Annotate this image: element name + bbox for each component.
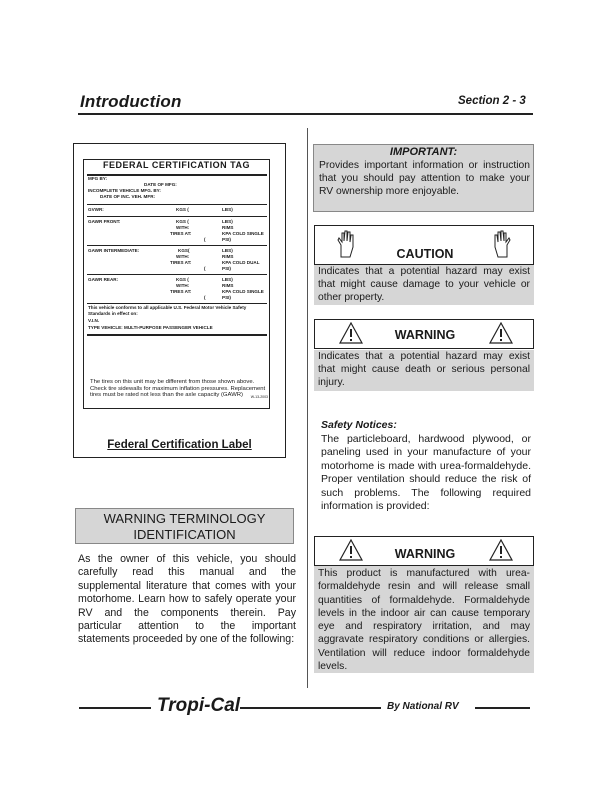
rear-lbs: LBS) (222, 277, 233, 282)
gawr-front-label: GAWR FRONT: (88, 219, 121, 224)
tire-note-text: The tires on this unit may be different from those shown above. Check tire sidewalls for maximum inflation pressures. Replacement tires must be rated not less than the axle capacity (GAWR) (90, 379, 266, 399)
gvwr-lbs: LBS) (222, 207, 233, 212)
safety-body: The particleboard, hardwood plywood, or paneling used in your manufacture of your motorhome is made with urea-formaldehyde. Proper ventilation should reduce the risk of such problems. The following required information is provided: (321, 433, 531, 513)
gvwr-label: GVWR: (88, 207, 104, 212)
tag-rule (87, 274, 267, 275)
column-divider (307, 128, 308, 688)
front-with: WITH: (176, 225, 190, 230)
rear-tires-at: TIRES AT: (170, 289, 192, 294)
rear-kpa: KPA COLD SINGLE (222, 289, 264, 294)
gvwr-kgs: KGS ( (176, 207, 189, 212)
terminology-body: As the owner of this vehicle, you should carefully read this manual and the supplemental literature that comes with your motorhome. Learn how to safely operate your RV and the components therein. Pay particular attention to the important statements proceeded by one of the following: (78, 553, 296, 646)
front-tires-at: TIRES AT: (170, 231, 192, 236)
tag-rule (87, 204, 267, 205)
caution-heading: CAUTION (396, 247, 454, 261)
warning-header-box (314, 319, 534, 349)
gawr-rear-label: GAWR REAR: (88, 277, 119, 282)
brand-name: Tropi-Cal (157, 695, 241, 716)
byline: By National RV (387, 701, 459, 712)
intermediate-psi: PSI) (222, 266, 231, 271)
rear-kgs: KGS ( (176, 277, 189, 282)
front-psi: PSI) (222, 237, 231, 242)
tag-rule (87, 174, 267, 176)
vehicle-type: TYPE VEHICLE: MULTI-PURPOSE PASSENGER VEHICLE (88, 325, 213, 330)
raised-hand-icon (491, 229, 513, 259)
formaldehyde-warning-heading: WARNING (394, 547, 456, 561)
rear-paren: ( (204, 295, 206, 300)
date-inc-veh: DATE OF INC. VEH. MFR: (100, 194, 156, 199)
incomplete-mfg: INCOMPLETE VEHICLE MFG. BY: (88, 188, 161, 193)
footer-rule-right (475, 707, 530, 709)
section-number: Section 2 - 3 (458, 95, 526, 107)
caution-header-box (314, 225, 534, 265)
front-paren: ( (204, 237, 206, 242)
safety-heading: Safety Notices: (321, 419, 397, 431)
terminology-heading (75, 508, 294, 544)
header-rule (78, 113, 533, 115)
front-kgs: KGS ( (176, 219, 189, 224)
tag-rule (87, 334, 267, 336)
intermediate-tires-at: TIRES AT: (170, 260, 192, 265)
formaldehyde-warning-body: This product is manufactured with urea-formaldehyde resin and will release small quantities of formaldehyde. Formaldehyde levels in the indoor air can cause temporary eye and respiratory irritation, and may aggravate respiratory conditions or allergies. Ventilation will reduce indoor formaldehyde levels. (314, 566, 534, 673)
front-rims: RIMS (222, 225, 234, 230)
rear-with: WITH: (176, 283, 190, 288)
certification-tag (83, 159, 270, 409)
intermediate-rims: RIMS (222, 254, 234, 259)
tag-rule (87, 303, 267, 304)
form-code: W-13-2003 (250, 395, 268, 400)
conformance-statement: This vehicle conforms to all applicable U.S. Federal Motor Vehicle Safety Standards in effect on: (88, 305, 247, 317)
date-of-mfg: DATE OF MFG: (144, 182, 177, 187)
intermediate-with: WITH: (176, 254, 190, 259)
important-heading: IMPORTANT: (389, 146, 458, 158)
warning-triangle-icon (489, 539, 513, 561)
warning-body: Indicates that a potential hazard may exist that might cause death or serious personal injury. (314, 350, 534, 391)
front-lbs: LBS) (222, 219, 233, 224)
intermediate-kpa: KPA COLD DUAL (222, 260, 260, 265)
important-box (313, 144, 534, 212)
caution-body: Indicates that a potential hazard may exist that might cause damage to your vehicle or other property. (314, 265, 534, 305)
front-kpa: KPA COLD SINGLE (222, 231, 264, 236)
vin-label: V.I.N. (88, 318, 100, 323)
intermediate-paren: ( (204, 266, 206, 271)
tire-note (90, 379, 268, 401)
important-body: Provides important information or instruction that you should pay attention to make your RV ownership more enjoyable. (319, 160, 530, 198)
raised-hand-icon (335, 229, 357, 259)
tag-rule (87, 245, 267, 246)
terminology-heading-line1: WARNING TERMINOLOGY (103, 511, 266, 526)
terminology-heading-line2: IDENTIFICATION (133, 527, 236, 542)
page-title: Introduction (80, 92, 182, 111)
footer-rule-left (79, 707, 151, 709)
cert-tag-title: FEDERAL CERTIFICATION TAG (103, 160, 250, 170)
formaldehyde-warning-header-box (314, 536, 534, 566)
warning-heading: WARNING (394, 328, 456, 342)
footer-rule-middle (240, 707, 381, 709)
mfg-by: MFG BY: (88, 176, 108, 181)
figure-caption: Federal Certification Label (107, 439, 252, 451)
intermediate-lbs: LBS) (222, 248, 233, 253)
rear-rims: RIMS (222, 283, 234, 288)
tag-rule (87, 216, 267, 217)
warning-triangle-icon (489, 322, 513, 344)
gawr-intermediate-label: GAWR INTERMEDIATE: (88, 248, 140, 253)
intermediate-kgs: KGS( (178, 248, 190, 253)
rear-psi: PSI) (222, 295, 231, 300)
